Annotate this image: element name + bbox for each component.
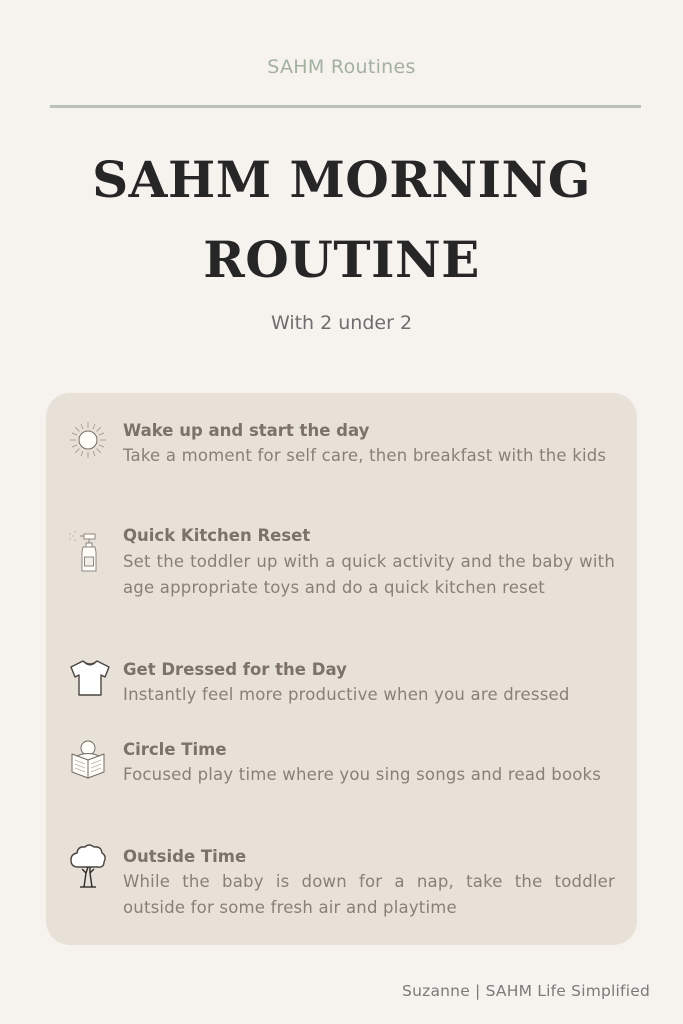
routine-item-title: Wake up and start the day	[123, 421, 370, 440]
routine-item-title: Circle Time	[123, 740, 227, 759]
spray-bottle-icon	[68, 530, 108, 570]
routine-item-title: Quick Kitchen Reset	[123, 526, 311, 545]
routine-item-description: While the baby is down for a nap, take the toddler outside for some fresh air and playtime	[123, 872, 615, 917]
routine-item-description: Focused play time where you sing songs and read books	[123, 765, 602, 784]
tree-icon	[68, 843, 108, 883]
routine-item-title: Get Dressed for the Day	[123, 660, 347, 679]
routine-item-description: Take a moment for self care, then breakfast with the kids	[123, 446, 607, 465]
routine-item-description: Instantly feel more productive when you are dressed	[123, 685, 570, 704]
routine-item-title: Outside Time	[123, 847, 247, 866]
routine-card	[46, 393, 637, 945]
footer-credit: Suzanne | SAHM Life Simplified	[402, 982, 650, 1000]
divider-line	[50, 105, 641, 108]
routine-item-description: Set the toddler up with a quick activity and the baby with age appropriate toys and do a quick kitchen reset	[123, 552, 615, 597]
sun-icon	[68, 420, 108, 460]
page-title: SAHM MORNING ROUTINE	[92, 150, 591, 289]
category-label: SAHM Routines	[267, 56, 416, 78]
reading-book-icon	[68, 738, 108, 778]
tshirt-icon	[68, 658, 108, 698]
page-subtitle: With 2 under 2	[270, 312, 413, 334]
